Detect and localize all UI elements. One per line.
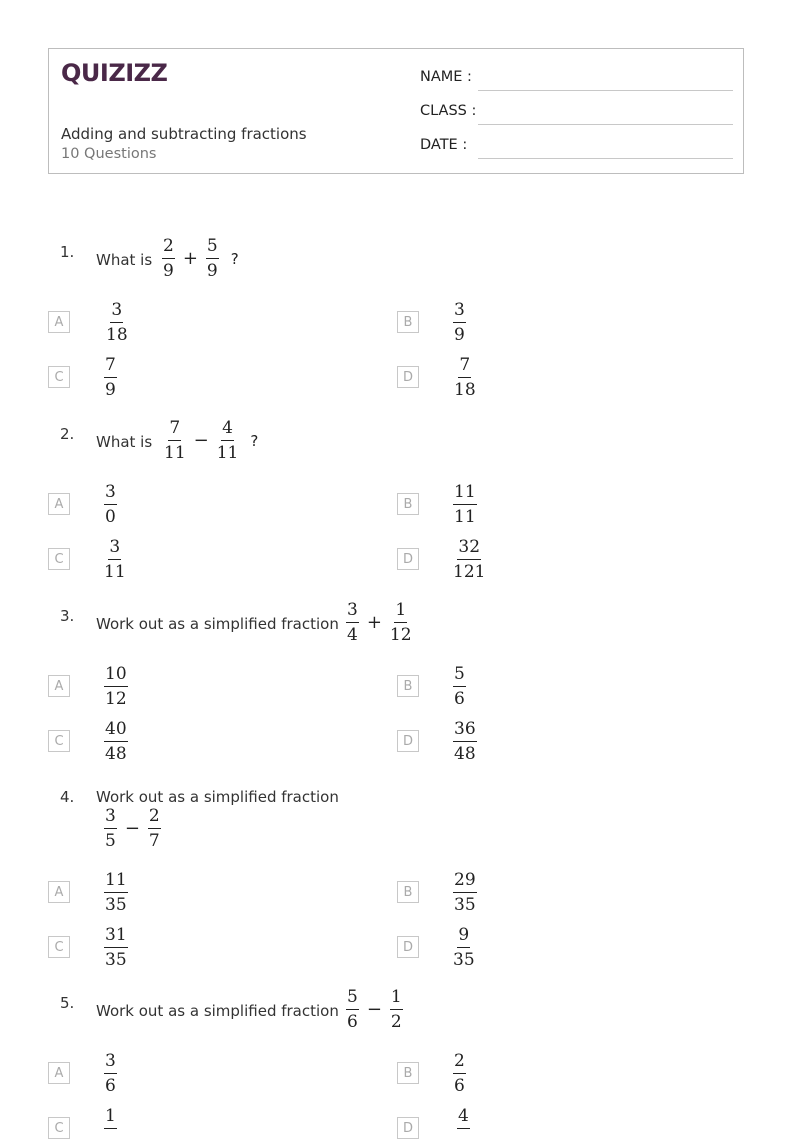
option-box-b[interactable]: B: [397, 493, 419, 515]
date-line: [478, 157, 733, 159]
question-text: What is: [96, 433, 153, 451]
option-d-value: $\frac{36}{48}$: [454, 719, 476, 764]
name-line: [478, 89, 733, 91]
fraction: $\frac{2}{9}$: [163, 236, 174, 281]
option-a-value: $\frac{3}{0}$: [105, 482, 116, 527]
option-box-c[interactable]: C: [48, 1117, 70, 1139]
question-number: 4.: [60, 788, 75, 806]
option-box-a[interactable]: A: [48, 1062, 70, 1084]
fraction: $\frac{2}{7}$: [148, 806, 160, 851]
operator: −: [124, 818, 140, 839]
option-box-b[interactable]: B: [397, 311, 419, 333]
operator: −: [193, 430, 209, 451]
question-number: 1.: [60, 243, 75, 261]
option-box-b[interactable]: B: [397, 1062, 419, 1084]
worksheet-header: [48, 48, 744, 174]
option-c-value: $\frac{3}{11}$: [104, 537, 126, 582]
operator: +: [182, 248, 198, 269]
class-label: CLASS :: [420, 103, 477, 119]
option-b-value: $\frac{3}{9}$: [454, 300, 465, 345]
question-expression: [344, 600, 414, 645]
option-box-a[interactable]: A: [48, 881, 70, 903]
option-box-a[interactable]: A: [48, 675, 70, 697]
question-text: Work out as a simplified fraction: [96, 615, 339, 633]
operator: −: [366, 999, 382, 1020]
option-box-b[interactable]: B: [397, 675, 419, 697]
option-box-d[interactable]: D: [397, 730, 419, 752]
option-c-value: $\frac{7}{9}$: [105, 355, 116, 400]
class-line: [478, 123, 733, 125]
question-mark: ?: [230, 249, 239, 268]
fraction: $\frac{5}{6}$: [347, 987, 358, 1032]
fraction: $\frac{1}{2}$: [390, 987, 402, 1032]
fraction: $\frac{7}{11}$: [164, 418, 186, 463]
option-b-value: $\frac{2}{6}$: [454, 1051, 465, 1096]
option-box-c[interactable]: C: [48, 548, 70, 570]
option-a-value: $\frac{10}{12}$: [105, 664, 127, 709]
date-label: DATE :: [420, 137, 468, 153]
option-box-c[interactable]: C: [48, 366, 70, 388]
question-expression: [344, 987, 405, 1032]
option-c-value: $\frac{31}{35}$: [105, 925, 127, 970]
question-number: 5.: [60, 994, 75, 1012]
quizizz-logo: QUIZIZZ: [61, 59, 168, 87]
operator: +: [366, 612, 382, 633]
question-expression: [160, 236, 239, 281]
name-label: NAME :: [420, 69, 472, 85]
fraction: $\frac{3}{5}$: [105, 806, 116, 851]
option-d-value: $\frac{32}{121}$: [453, 537, 486, 582]
question-number: 3.: [60, 607, 75, 625]
option-box-b[interactable]: B: [397, 881, 419, 903]
option-d-value: 4: [455, 1106, 472, 1131]
option-a-value: $\frac{11}{35}$: [105, 870, 127, 915]
option-a-value: $\frac{3}{18}$: [106, 300, 128, 345]
option-b-value: $\frac{11}{11}$: [454, 482, 476, 527]
option-d-value: $\frac{9}{35}$: [453, 925, 475, 970]
option-b-value: $\frac{5}{6}$: [454, 664, 465, 709]
option-a-value: $\frac{3}{6}$: [105, 1051, 116, 1096]
fraction: $\frac{3}{4}$: [347, 600, 358, 645]
question-text: Work out as a simplified fraction: [96, 1002, 339, 1020]
question-text: Work out as a simplified fraction: [96, 788, 339, 806]
option-box-d[interactable]: D: [397, 366, 419, 388]
question-count: 10 Questions: [61, 146, 157, 162]
option-box-c[interactable]: C: [48, 936, 70, 958]
option-box-d[interactable]: D: [397, 1117, 419, 1139]
option-box-d[interactable]: D: [397, 936, 419, 958]
option-box-d[interactable]: D: [397, 548, 419, 570]
fraction: $\frac{5}{9}$: [206, 236, 218, 281]
fraction: $\frac{4}{11}$: [216, 418, 239, 463]
question-text: What is: [96, 251, 153, 269]
option-c-value: 1: [102, 1106, 119, 1131]
question-mark: ?: [250, 431, 259, 450]
worksheet-title: Adding and subtracting fractions: [61, 125, 307, 143]
question-expression: [102, 806, 163, 851]
option-box-c[interactable]: C: [48, 730, 70, 752]
question-expression: [162, 418, 258, 463]
option-b-value: $\frac{29}{35}$: [454, 870, 476, 915]
option-d-value: $\frac{7}{18}$: [454, 355, 476, 400]
option-c-value: $\frac{40}{48}$: [105, 719, 127, 764]
fraction: $\frac{1}{12}$: [389, 600, 412, 645]
question-number: 2.: [60, 425, 75, 443]
option-box-a[interactable]: A: [48, 493, 70, 515]
option-box-a[interactable]: A: [48, 311, 70, 333]
